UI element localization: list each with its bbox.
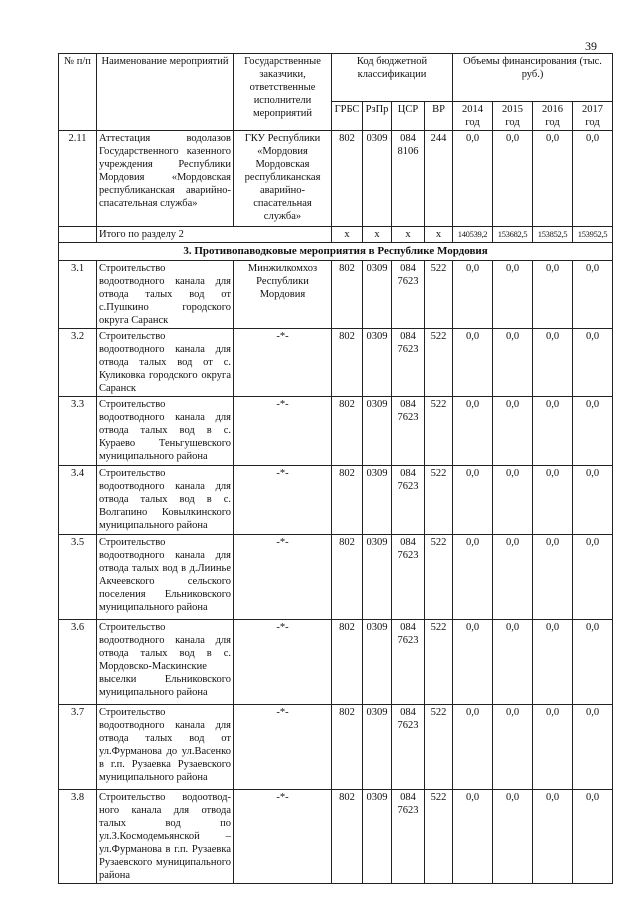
- row-grbs: 802: [332, 131, 363, 227]
- row-rzpr: 0309: [363, 397, 392, 466]
- row-2015: 0,0: [493, 397, 533, 466]
- row-customer: Минжилкомхоз Республики Мордовия: [234, 261, 332, 329]
- row-grbs: 802: [332, 261, 363, 329]
- header-name: Наименование мероприятий: [97, 54, 234, 131]
- row-vr: 522: [425, 790, 453, 884]
- row-grbs: 802: [332, 790, 363, 884]
- section-3-rows: [59, 261, 613, 884]
- row-customer: -*-: [234, 705, 332, 790]
- row-csr: 084 8106: [392, 131, 425, 227]
- row-2016: 0,0: [533, 535, 573, 620]
- row-2017: 0,0: [573, 535, 613, 620]
- header-funding: Объемы финансирования (тыс. руб.): [453, 54, 613, 102]
- row-csr: 084 7623: [392, 466, 425, 535]
- row-csr: 084 7623: [392, 620, 425, 705]
- row-2016: 0,0: [533, 261, 573, 329]
- row-customer: -*-: [234, 329, 332, 397]
- row-rzpr: 0309: [363, 329, 392, 397]
- header-budget-code: Код бюджетной классификации: [332, 54, 453, 102]
- row-grbs: 802: [332, 620, 363, 705]
- total-2016: 153852,5: [533, 227, 573, 243]
- row-2016: 0,0: [533, 790, 573, 884]
- row-2015: 0,0: [493, 535, 533, 620]
- row-rzpr: 0309: [363, 535, 392, 620]
- row-csr: 084 7623: [392, 329, 425, 397]
- row-2017: 0,0: [573, 705, 613, 790]
- row-2014: 0,0: [453, 705, 493, 790]
- row-num: 3.4: [59, 466, 97, 535]
- row-name: Строительство водоотводного канала для отвода талых вод от с. Куликовка городского округа Саранск: [97, 329, 234, 397]
- row-2016: 0,0: [533, 131, 573, 227]
- header-2017: 2017 год: [573, 102, 613, 131]
- row-num: 3.5: [59, 535, 97, 620]
- row-2014: 0,0: [453, 535, 493, 620]
- row-2017: 0,0: [573, 466, 613, 535]
- row-2017: 0,0: [573, 329, 613, 397]
- row-2015: 0,0: [493, 620, 533, 705]
- row-customer: -*-: [234, 466, 332, 535]
- row-name: Строительство водоотводного канала для отвода талых вод в д.Лиинье Акчеевского сельского поселения Ельниковского муниципального района: [97, 535, 234, 620]
- row-vr: 522: [425, 261, 453, 329]
- row-csr: 084 7623: [392, 705, 425, 790]
- row-2016: 0,0: [533, 397, 573, 466]
- row-csr: 084 7623: [392, 790, 425, 884]
- row-2014: 0,0: [453, 261, 493, 329]
- row-2014: 0,0: [453, 620, 493, 705]
- row-2015: 0,0: [493, 329, 533, 397]
- header-csr: ЦСР: [392, 102, 425, 131]
- row-name: Аттестация водолазов Государственного казенного учреждения Республики Мордовия «Мордовская республиканская аварийно-спасательная служба»: [97, 131, 234, 227]
- row-num: 3.8: [59, 790, 97, 884]
- table-row: [59, 261, 613, 329]
- table-row: [59, 397, 613, 466]
- row-2017: 0,0: [573, 131, 613, 227]
- row-2017: 0,0: [573, 261, 613, 329]
- row-grbs: 802: [332, 535, 363, 620]
- header-grbs: ГРБС: [332, 102, 363, 131]
- row-grbs: 802: [332, 397, 363, 466]
- row-rzpr: 0309: [363, 466, 392, 535]
- row-name: Строительство водоотвод-ного канала для отвода талых вод по ул.З.Космодемьянской – ул.Фурманова в г.п. Рузаевка Рузаевского муниципального района: [97, 790, 234, 884]
- row-customer: -*-: [234, 535, 332, 620]
- row-vr: 522: [425, 397, 453, 466]
- total-row: [59, 227, 613, 243]
- row-2016: 0,0: [533, 329, 573, 397]
- section-3-title: 3. Противопаводковые мероприятия в Республике Мордовия: [59, 243, 613, 261]
- row-csr: 084 7623: [392, 261, 425, 329]
- funding-table: [58, 53, 613, 884]
- row-vr: 244: [425, 131, 453, 227]
- row-rzpr: 0309: [363, 790, 392, 884]
- total-2015: 153682,5: [493, 227, 533, 243]
- row-num: 3.2: [59, 329, 97, 397]
- header-customer: Государственные заказчики, ответственные исполнители мероприятий: [234, 54, 332, 131]
- row-2015: 0,0: [493, 261, 533, 329]
- table-row: [59, 535, 613, 620]
- row-name: Строительство водоотводного канала для отвода талых вод в с. Кураево Теньгушевского муниципального района: [97, 397, 234, 466]
- row-2016: 0,0: [533, 705, 573, 790]
- row-name: Строительство водоотводного канала для отвода талых вод в с. Волгапино Ковылкинского муниципального района: [97, 466, 234, 535]
- row-grbs: 802: [332, 329, 363, 397]
- row-customer: -*-: [234, 397, 332, 466]
- row-2014: 0,0: [453, 466, 493, 535]
- total-2014: 140539,2: [453, 227, 493, 243]
- table-row: [59, 466, 613, 535]
- row-grbs: 802: [332, 466, 363, 535]
- row-csr: 084 7623: [392, 535, 425, 620]
- row-customer: -*-: [234, 620, 332, 705]
- row-2015: 0,0: [493, 466, 533, 535]
- total-rzpr: х: [363, 227, 392, 243]
- row-2014: 0,0: [453, 329, 493, 397]
- row-vr: 522: [425, 466, 453, 535]
- row-2015: 0,0: [493, 131, 533, 227]
- section-header: [59, 243, 613, 261]
- header-2014: 2014 год: [453, 102, 493, 131]
- total-csr: х: [392, 227, 425, 243]
- row-rzpr: 0309: [363, 620, 392, 705]
- row-2017: 0,0: [573, 620, 613, 705]
- table-row: [59, 131, 613, 227]
- row-name: Строительство водоотводного канала для отвода талых вод от ул.Фурманова до ул.Васенко в г.п. Рузаевка Рузаевского муниципального района: [97, 705, 234, 790]
- table-row: [59, 790, 613, 884]
- row-vr: 522: [425, 535, 453, 620]
- row-customer: ГКУ Республики «Мордовия Мордовская республиканская аварийно-спасательная служба»: [234, 131, 332, 227]
- row-2014: 0,0: [453, 790, 493, 884]
- row-num: 3.3: [59, 397, 97, 466]
- row-2017: 0,0: [573, 397, 613, 466]
- header-num: № п/п: [59, 54, 97, 131]
- row-vr: 522: [425, 620, 453, 705]
- row-rzpr: 0309: [363, 705, 392, 790]
- header-rzpr: РзПр: [363, 102, 392, 131]
- row-vr: 522: [425, 329, 453, 397]
- header-2015: 2015 год: [493, 102, 533, 131]
- row-2015: 0,0: [493, 705, 533, 790]
- row-vr: 522: [425, 705, 453, 790]
- table-row: [59, 620, 613, 705]
- row-num: 3.6: [59, 620, 97, 705]
- row-rzpr: 0309: [363, 131, 392, 227]
- total-vr: х: [425, 227, 453, 243]
- row-2015: 0,0: [493, 790, 533, 884]
- total-grbs: х: [332, 227, 363, 243]
- row-rzpr: 0309: [363, 261, 392, 329]
- table-row: [59, 705, 613, 790]
- row-num: 3.7: [59, 705, 97, 790]
- row-num: 2.11: [59, 131, 97, 227]
- row-2017: 0,0: [573, 790, 613, 884]
- row-csr: 084 7623: [392, 397, 425, 466]
- row-2016: 0,0: [533, 620, 573, 705]
- header-2016: 2016 год: [533, 102, 573, 131]
- row-2014: 0,0: [453, 131, 493, 227]
- row-2014: 0,0: [453, 397, 493, 466]
- total-2017: 153952,5: [573, 227, 613, 243]
- row-name: Строительство водоотводного канала для отвода талых вод от с.Пушкино городского округа Саранск: [97, 261, 234, 329]
- header-vr: ВР: [425, 102, 453, 131]
- row-name: Строительство водоотводного канала для отвода талых вод в с. Мордовско-Маскинские выселки Ельниковского муниципального района: [97, 620, 234, 705]
- table-row: [59, 329, 613, 397]
- total-label: Итого по разделу 2: [97, 227, 332, 243]
- row-grbs: 802: [332, 705, 363, 790]
- row-2016: 0,0: [533, 466, 573, 535]
- row-num: 3.1: [59, 261, 97, 329]
- row-customer: -*-: [234, 790, 332, 884]
- page-number: 39: [585, 39, 597, 53]
